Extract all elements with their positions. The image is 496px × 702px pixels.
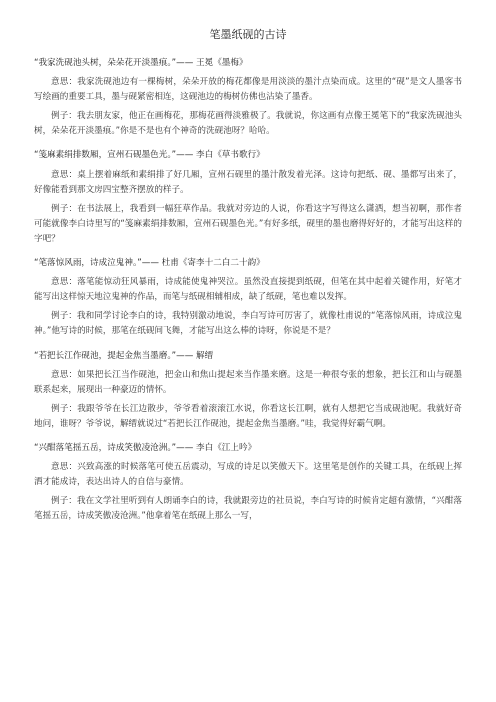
poem-meaning: 意思：桌上摆着麻纸和素绢排了好几厢，宣州石砚里的墨汁散发着光泽。这诗句把纸、砚、墨都写出来了，好像能看到那文房四宝整齐摆放的样子。 — [34, 169, 462, 195]
poem-quote: “笔落惊风雨，诗成泣鬼神。”—— 杜甫《寄李十二白二十韵》 — [34, 258, 265, 269]
poem-example: 例子：我在文学社里听到有人朗诵李白的诗，我就跟旁边的社员说，李白写诗的时候肯定超有激情，“兴酣落笔摇五岳，诗成笑傲凌沧洲。”他拿着笔在纸砚上那么一写， — [34, 496, 462, 522]
poem-example: 例子：在书法展上，我看到一幅狂草作品。我就对旁边的人说，你看这字写得这么潇洒，想当初啊，那作者可能就像李白诗里写的“笺麻素绢排数厢，宣州石砚墨色光。”有好多纸，砚里的墨也磨得好好的，才能写出这样的字吧？ — [34, 203, 462, 244]
poem-meaning: 意思：如果把长江当作砚池，把金山和焦山提起来当作墨来磨。这是一种很夸张的想象，把长江和山与砚墨联系起来，展现出一种豪迈的情怀。 — [34, 369, 462, 395]
poem-meaning: 意思：兴致高涨的时候落笔可使五岳震动，写成的诗足以笑傲天下。这里笔是创作的关键工具，在纸砚上挥洒才能成诗，表达出诗人的自信与豪情。 — [34, 462, 462, 488]
poem-example: 例子：我跟爷爷在长江边散步，爷爷看着滚滚江水说，你看这长江啊，就有人想把它当成砚池呢。我就好奇地问，谁呀？爷爷说，解缙就说过“若把长江作砚池，提起金焦当墨磨。”哇，我觉得好霸气啊。 — [34, 403, 462, 429]
poem-quote: “笺麻素绢排数厢，宣州石砚墨色光。”—— 李白《草书歌行》 — [34, 150, 265, 161]
document-title: 笔墨纸砚的古诗 — [209, 28, 287, 41]
section-mo-mei — [34, 56, 462, 139]
poem-example: 例子：我和同学讨论李白的诗，我特别激动地说，李白写诗可厉害了，就像杜甫说的“笔落惊风雨，诗成泣鬼神。”他写诗的时候，那笔在纸砚间飞舞，才能写出这么棒的诗呀，你说是不是？ — [34, 311, 462, 337]
poem-quote: “若把长江作砚池，提起金焦当墨磨。”—— 解缙 — [34, 350, 214, 361]
section-xie-jin — [34, 349, 462, 432]
section-cao-shu-ge-xing — [34, 148, 462, 247]
section-ji-li-bai — [34, 256, 462, 339]
poem-quote: “兴酣落笔摇五岳，诗成笑傲凌沧洲。”—— 李白《江上吟》 — [34, 442, 257, 453]
section-jiang-shang-yin — [34, 441, 462, 524]
poem-example: 例子：我去朋友家，他正在画梅花，那梅花画得淡雅极了。我就说，你这画有点像王冕笔下的“我家洗砚池头树，朵朵花开淡墨痕。”你是不是也有个神奇的洗砚池呀？哈哈。 — [34, 111, 462, 137]
poem-quote: “我家洗砚池头树，朵朵花开淡墨痕。”—— 王冕《墨梅》 — [34, 58, 248, 68]
poem-meaning: 意思：我家洗砚池边有一棵梅树，朵朵开放的梅花都像是用淡淡的墨汁点染而成。这里的“砚”是文人墨客书写绘画的重要工具，墨与砚紧密相连，这砚池边的梅树仿佛也沾染了墨香。 — [34, 77, 462, 103]
poem-meaning: 意思：落笔能惊动狂风暴雨，诗成能使鬼神哭泣。虽然没直接提到纸砚，但笔在其中起着关键作用，好笔才能写出这样惊天地泣鬼神的作品，而笔与纸砚相辅相成，缺了纸砚，笔也难以发挥。 — [34, 277, 462, 303]
